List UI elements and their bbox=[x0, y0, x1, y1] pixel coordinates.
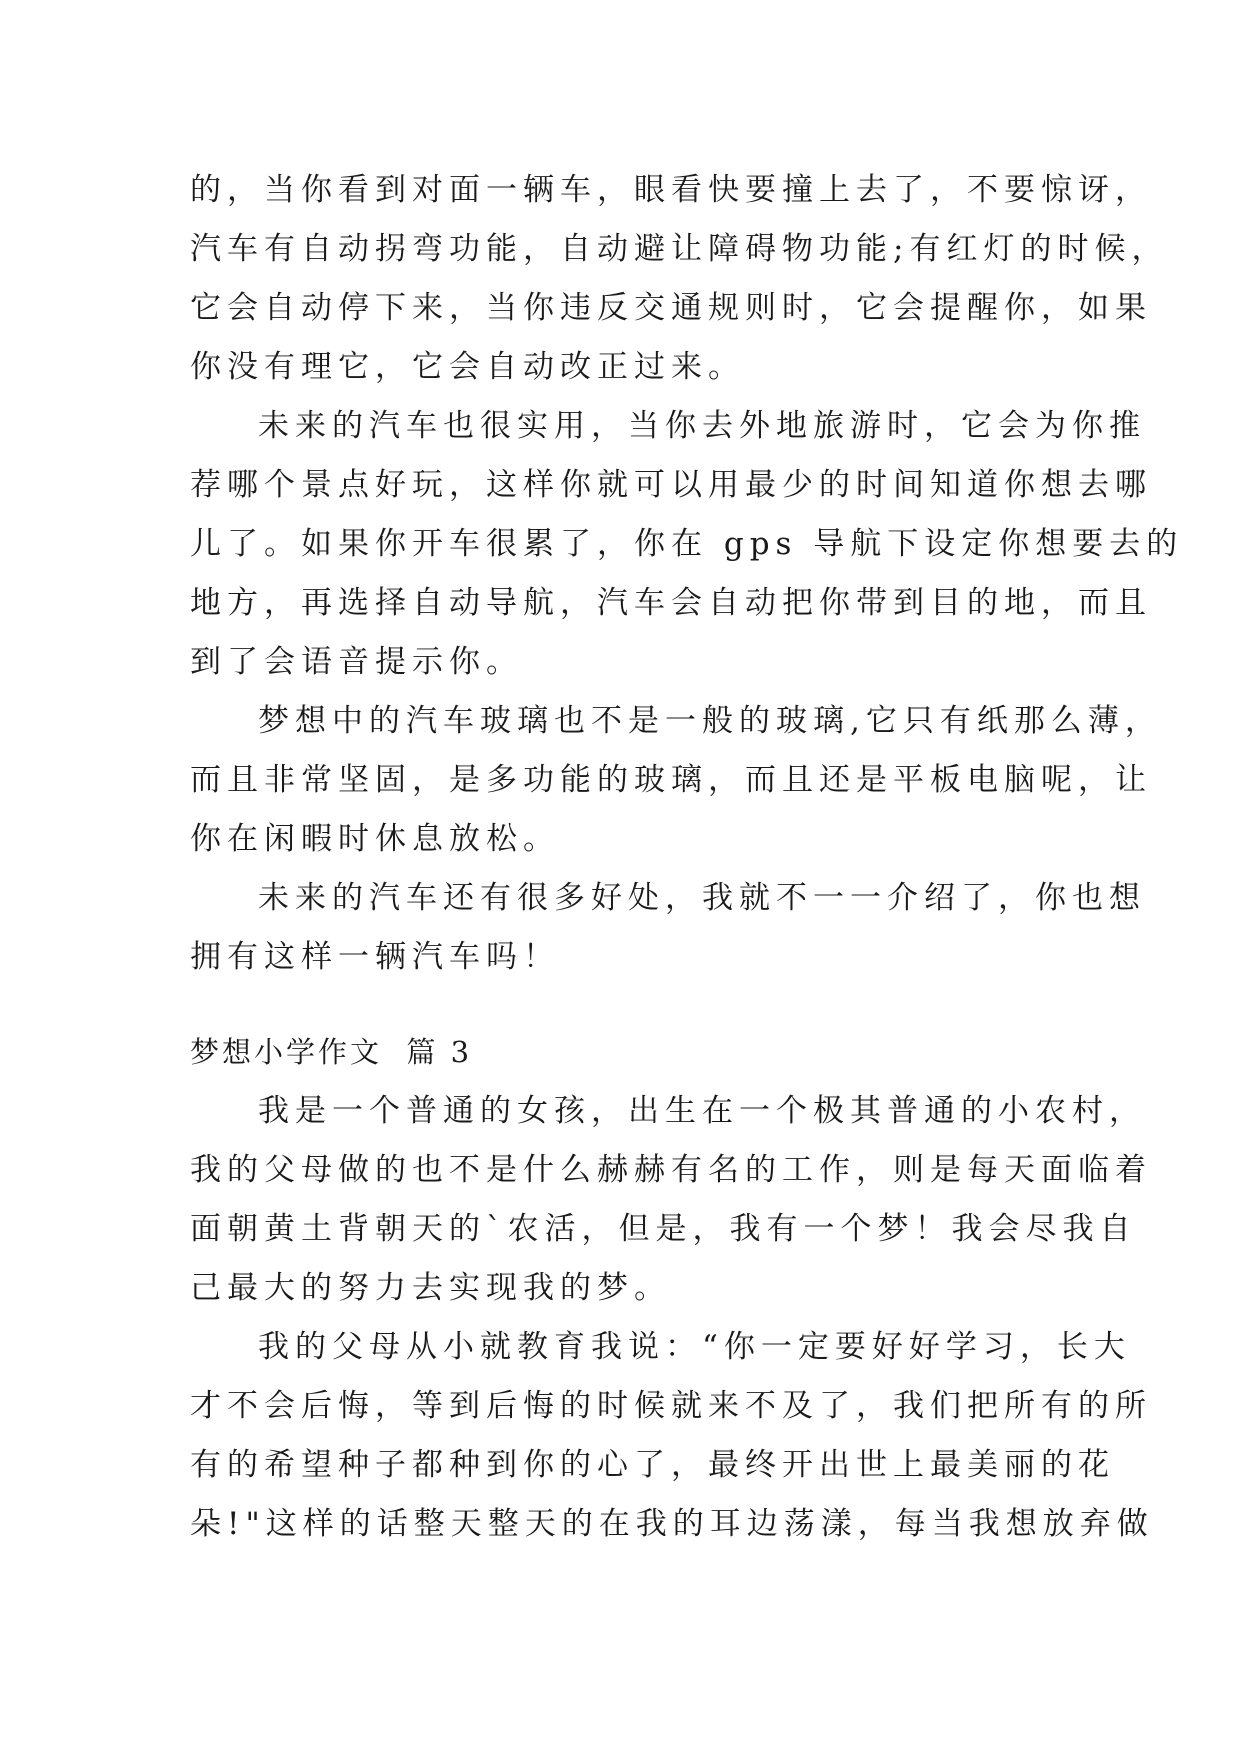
text-line: 的，当你看到对面一辆车，眼看快要撞上去了，不要惊讶， bbox=[190, 172, 1152, 208]
text-line: 我是一个普通的女孩，出生在一个极其普通的小农村， bbox=[258, 1093, 1146, 1129]
text-line: 我的父母从小就教育我说：“你一定要好好学习，长大 bbox=[258, 1329, 1131, 1365]
text-line: 有的希望种子都种到你的心了，最终开出世上最美丽的花 bbox=[190, 1447, 1115, 1483]
text-line: 到了会语音提示你。 bbox=[190, 644, 523, 680]
text-line: 地方，再选择自动导航，汽车会自动把你带到目的地，而且 bbox=[190, 585, 1152, 621]
text-line: 拥有这样一辆汽车吗！ bbox=[190, 939, 560, 975]
essay-body-part-2 bbox=[190, 1082, 1154, 1554]
text-line: 朵!"这样的话整天整天的在我的耳边荡漾，每当我想放弃做 bbox=[190, 1506, 1154, 1542]
text-line: 它会自动停下来，当你违反交通规则时，它会提醒你，如果 bbox=[190, 290, 1152, 326]
text-line: 才不会后悔，等到后悔的时候就来不及了，我们把所有的所 bbox=[190, 1388, 1152, 1424]
text-line: 梦想中的汽车玻璃也不是一般的玻璃,它只有纸那么薄， bbox=[258, 703, 1162, 739]
text-line: 己最大的努力去实现我的梦。 bbox=[190, 1270, 671, 1306]
text-line: 你没有理它，它会自动改正过来。 bbox=[190, 349, 745, 385]
text-line: 未来的汽车还有很多好处，我就不一一介绍了，你也想 bbox=[258, 880, 1146, 916]
text-line: 汽车有自动拐弯功能，自动避让障碍物功能;有红灯的时候， bbox=[190, 231, 1169, 267]
text-line: 面朝黄土背朝天的`农活，但是，我有一个梦！我会尽我自 bbox=[190, 1211, 1137, 1247]
text-line: 荐哪个景点好玩，这样你就可以用最少的时间知道你想去哪 bbox=[190, 467, 1152, 503]
text-line: 而且非常坚固，是多功能的玻璃，而且还是平板电脑呢，让 bbox=[190, 762, 1152, 798]
section-title: 梦想小学作文 篇 3 bbox=[190, 1035, 473, 1069]
text-line: 未来的汽车也很实用，当你去外地旅游时，它会为你推 bbox=[258, 408, 1146, 444]
text-line: 儿了。如果你开车很累了，你在 gps 导航下设定你想要去的 bbox=[190, 526, 1184, 562]
text-line: 我的父母做的也不是什么赫赫有名的工作，则是每天面临着 bbox=[190, 1152, 1152, 1188]
text-line: 你在闲暇时休息放松。 bbox=[190, 821, 560, 857]
essay-body-part-1 bbox=[190, 161, 1184, 987]
